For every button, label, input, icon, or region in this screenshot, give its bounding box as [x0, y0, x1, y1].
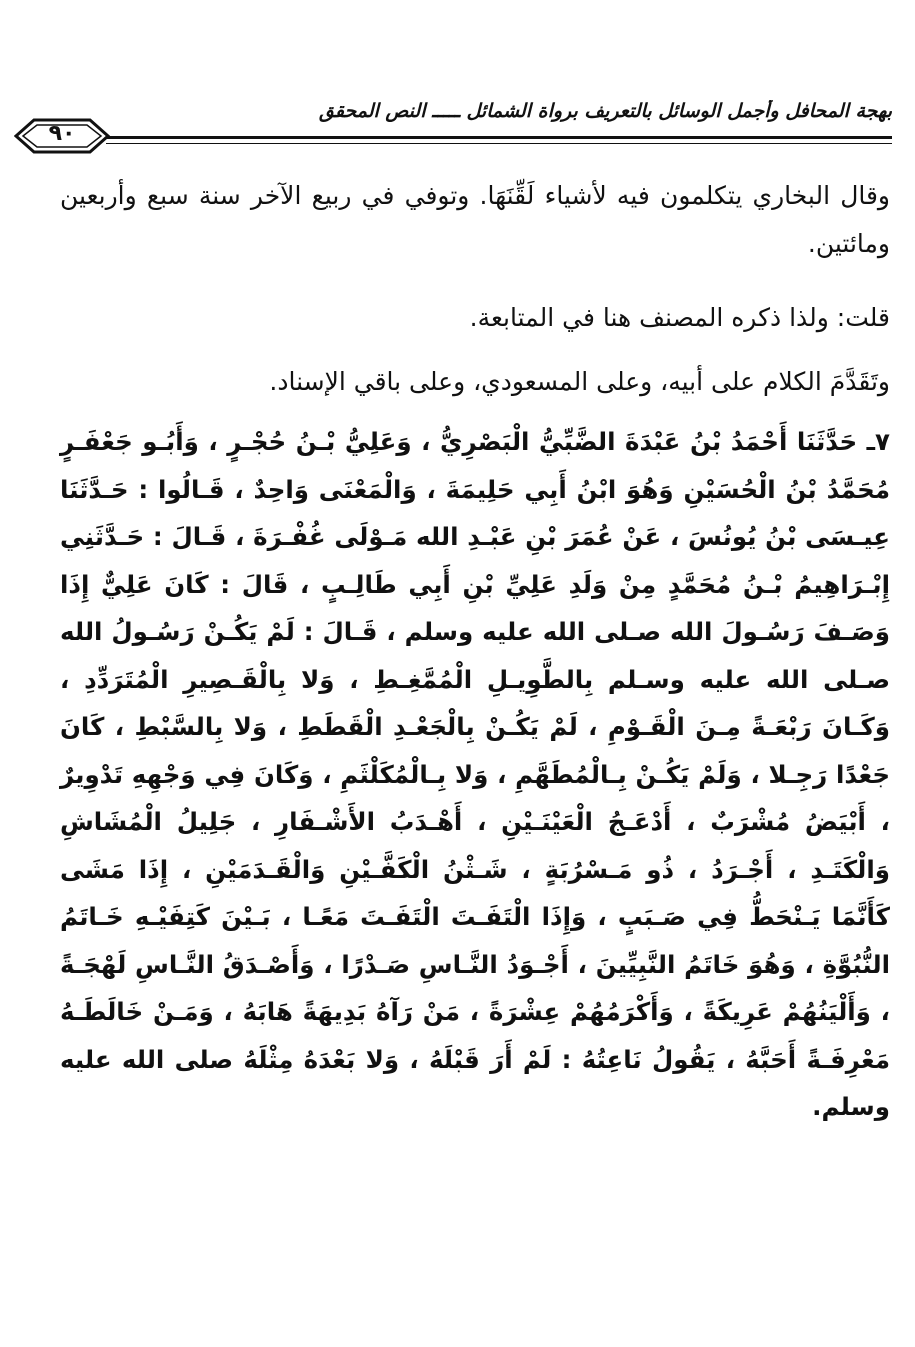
hadith-7-text: ٧ـ حَدَّثَنَا أَحْمَدُ بْنُ عَبْدَةَ الضَّبِّيُّ الْبَصْرِيُّ ، وَعَلِيُّ بْـنُ حُجْـرٍ ، وَأَبُـو جَعْفَـرٍ مُحَمَّدُ بْنُ الْحُسَيْنِ وَهُوَ ابْنُ أَبِي حَلِيمَةَ ، وَالْمَعْنَى وَاحِدٌ ، قَـالُوا : حَـدَّثَنَا عِيـسَى بْنُ يُونُسَ ، عَنْ عُمَرَ بْنِ عَبْـدِ الله مَـوْلَى غُفْـرَةَ ، قَـالَ : حَـدَّثَنِي إِبْـرَاهِيمُ بْـنُ مُحَمَّدٍ مِنْ وَلَدِ عَلِيِّ بْنِ أَبِي طَالِـبٍ ، قَالَ : كَانَ عَلِيٌّ إِذَا وَصَـفَ رَسُـولَ الله صـلى الله عليه وسلم ، قَـالَ : لَمْ يَكُـنْ رَسُـولُ الله صـلى الله عليه وسـلم بِالطَّوِيـلِ الْمُمَّغِـطِ ، وَلا بِالْقَـصِيرِ الْمُتَرَدِّدِ ، وَكَـانَ رَبْعَـةً مِـنَ الْقَـوْمِ ، لَمْ يَكُـنْ بِالْجَعْـدِ الْقَطَطِ ، وَلا بِالسَّبْطِ ، كَانَ جَعْدًا رَجِـلا ، وَلَمْ يَكُـنْ بِـالْمُطَهَّمِ ، وَلا بِـالْمُكَلْثَمِ ، وَكَانَ فِي وَجْهِهِ تَدْوِيرٌ ، أَبْيَضُ مُشْرَبٌ ، أَدْعَـجُ الْعَيْنَـيْنِ ، أَهْـدَبُ الأَشْـفَارِ ، جَلِيلُ الْمُشَاشِ وَالْكَتَـدِ ، أَجْـرَدُ ، ذُو مَـسْرُبَةٍ ، شَـثْنُ الْكَفَّـيْنِ وَالْقَـدَمَيْنِ ، إِذَا مَشَى كَأَنَّمَا يَـنْحَطُّ فِي صَـبَبٍ ، وَإِذَا الْتَفَـتَ الْتَفَـتَ مَعًـا ، بَـيْنَ كَتِفَيْـهِ خَـاتَمُ النُّبُوَّةِ ، وَهُوَ خَاتَمُ النَّبِيِّينَ ، أَجْـوَدُ النَّـاسِ صَـدْرًا ، وَأَصْـدَقُ النَّـاسِ لَهْجَـةً ، وَأَلْيَنُهُمْ عَرِيكَةً ، وَأَكْرَمُهُمْ عِشْرَةً ، مَنْ رَآهُ بَدِيهَةً هَابَهُ ، وَمَـنْ خَالَطَـهُ مَعْرِفَـةً أَحَبَّهُ ، يَقُولُ نَاعِتُهُ : لَمْ أَرَ قَبْلَهُ ، وَلا بَعْدَهُ مِثْلَهُ صلى الله عليه وسلم. [60, 427, 890, 1121]
header-rule [106, 136, 892, 139]
page-number: ٩٠ [48, 121, 76, 146]
running-header-title: بهجة المحافل وأجمل الوسائل بالتعريف برواة الشمائل ـــــ النص المحقق [319, 100, 892, 122]
paragraph-bukhari-note: وقال البخاري يتكلمون فيه لأشياء لَقِّنَهَا. وتوفي في ربيع الآخر سنة سبع وأربعين ومائتين. [60, 181, 890, 258]
running-header [14, 96, 894, 160]
paragraph-author-remark: قلت: ولذا ذكره المصنف هنا في المتابعة. [469, 303, 890, 332]
paragraph-isnad-remark: وتَقَدَّمَ الكلام على أبيه، وعلى المسعودي، وعلى باقي الإسناد. [269, 367, 890, 396]
header-rule-thin [106, 143, 892, 144]
page-number-badge [14, 116, 110, 156]
